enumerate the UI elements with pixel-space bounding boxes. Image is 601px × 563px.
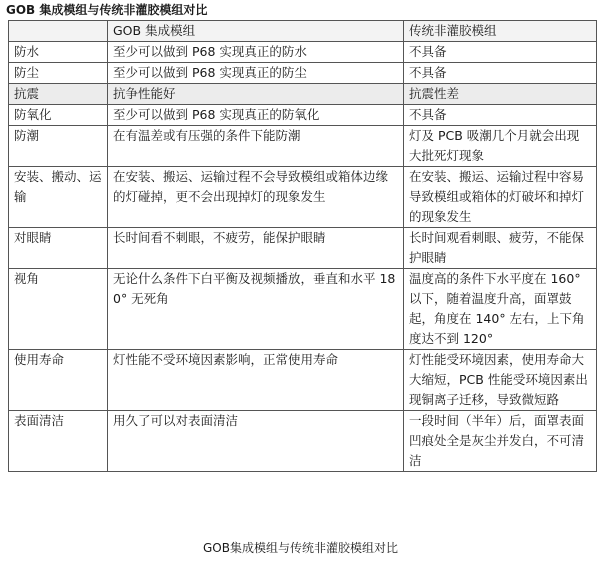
gob-cell: 长时间看不刺眼，不疲劳，能保护眼睛 — [108, 228, 404, 269]
row-label: 使用寿命 — [9, 350, 108, 411]
gob-cell: 至少可以做到 P68 实现真正的防水 — [108, 42, 404, 63]
traditional-cell: 灯及 PCB 吸潮几个月就会出现大批死灯现象 — [404, 126, 597, 167]
row-label: 防氧化 — [9, 105, 108, 126]
header-cell-gob: GOB 集成模组 — [108, 21, 404, 42]
traditional-cell: 抗震性差 — [404, 84, 597, 105]
gob-cell: 在有温差或有压强的条件下能防潮 — [108, 126, 404, 167]
row-label: 表面清洁 — [9, 411, 108, 472]
table-row-installation — [9, 167, 597, 228]
header-cell-traditional: 传统非灌胶模组 — [404, 21, 597, 42]
gob-cell: 无论什么条件下白平衡及视频播放，垂直和水平 180° 无死角 — [108, 269, 404, 350]
table-header-row — [9, 21, 597, 42]
traditional-cell: 灯性能受环境因素，使用寿命大大缩短，PCB 性能受环境因素出现铜离子迁移，导致微短路 — [404, 350, 597, 411]
gob-cell: 抗争性能好 — [108, 84, 404, 105]
gob-cell: 用久了可以对表面清洁 — [108, 411, 404, 472]
traditional-cell: 在安装、搬运、运输过程中容易导致模组或箱体的灯破坏和掉灯的现象发生 — [404, 167, 597, 228]
row-label: 安装、搬动、运输 — [9, 167, 108, 228]
table-row-dustproof — [9, 63, 597, 84]
traditional-cell: 长时间观看刺眼、疲劳，不能保护眼睛 — [404, 228, 597, 269]
gob-cell: 在安装、搬运、运输过程不会导致模组或箱体边缘的灯碰掉，更不会出现掉灯的现象发生 — [108, 167, 404, 228]
traditional-cell: 一段时间（半年）后，面罩表面凹痕处全是灰尘并发白，不可清洁 — [404, 411, 597, 472]
row-label: 防潮 — [9, 126, 108, 167]
gob-cell: 至少可以做到 P68 实现真正的防氧化 — [108, 105, 404, 126]
traditional-cell: 不具备 — [404, 63, 597, 84]
table-row-waterproof — [9, 42, 597, 63]
table-row-surface-cleaning — [9, 411, 597, 472]
traditional-cell: 不具备 — [404, 42, 597, 63]
row-label: 视角 — [9, 269, 108, 350]
traditional-cell: 不具备 — [404, 105, 597, 126]
table-row-eyes — [9, 228, 597, 269]
row-label: 对眼睛 — [9, 228, 108, 269]
table-row-shockproof — [9, 84, 597, 105]
table-row-viewing-angle — [9, 269, 597, 350]
comparison-table — [8, 20, 597, 472]
table-row-service-life — [9, 350, 597, 411]
document-title: GOB 集成模组与传统非灌胶模组对比 — [6, 3, 208, 17]
header-cell-empty — [9, 21, 108, 42]
gob-cell: 至少可以做到 P68 实现真正的防尘 — [108, 63, 404, 84]
row-label: 防水 — [9, 42, 108, 63]
traditional-cell: 温度高的条件下水平度在 160° 以下，随着温度升高，面罩鼓起，角度在 140° 左右，上下角度达不到 120° — [404, 269, 597, 350]
table-row-anti-oxidation — [9, 105, 597, 126]
row-label: 抗震 — [9, 84, 108, 105]
figure-caption: GOB集成模组与传统非灌胶模组对比 — [203, 541, 398, 555]
row-label: 防尘 — [9, 63, 108, 84]
table-row-moisture-proof — [9, 126, 597, 167]
gob-cell: 灯性能不受环境因素影响，正常使用寿命 — [108, 350, 404, 411]
